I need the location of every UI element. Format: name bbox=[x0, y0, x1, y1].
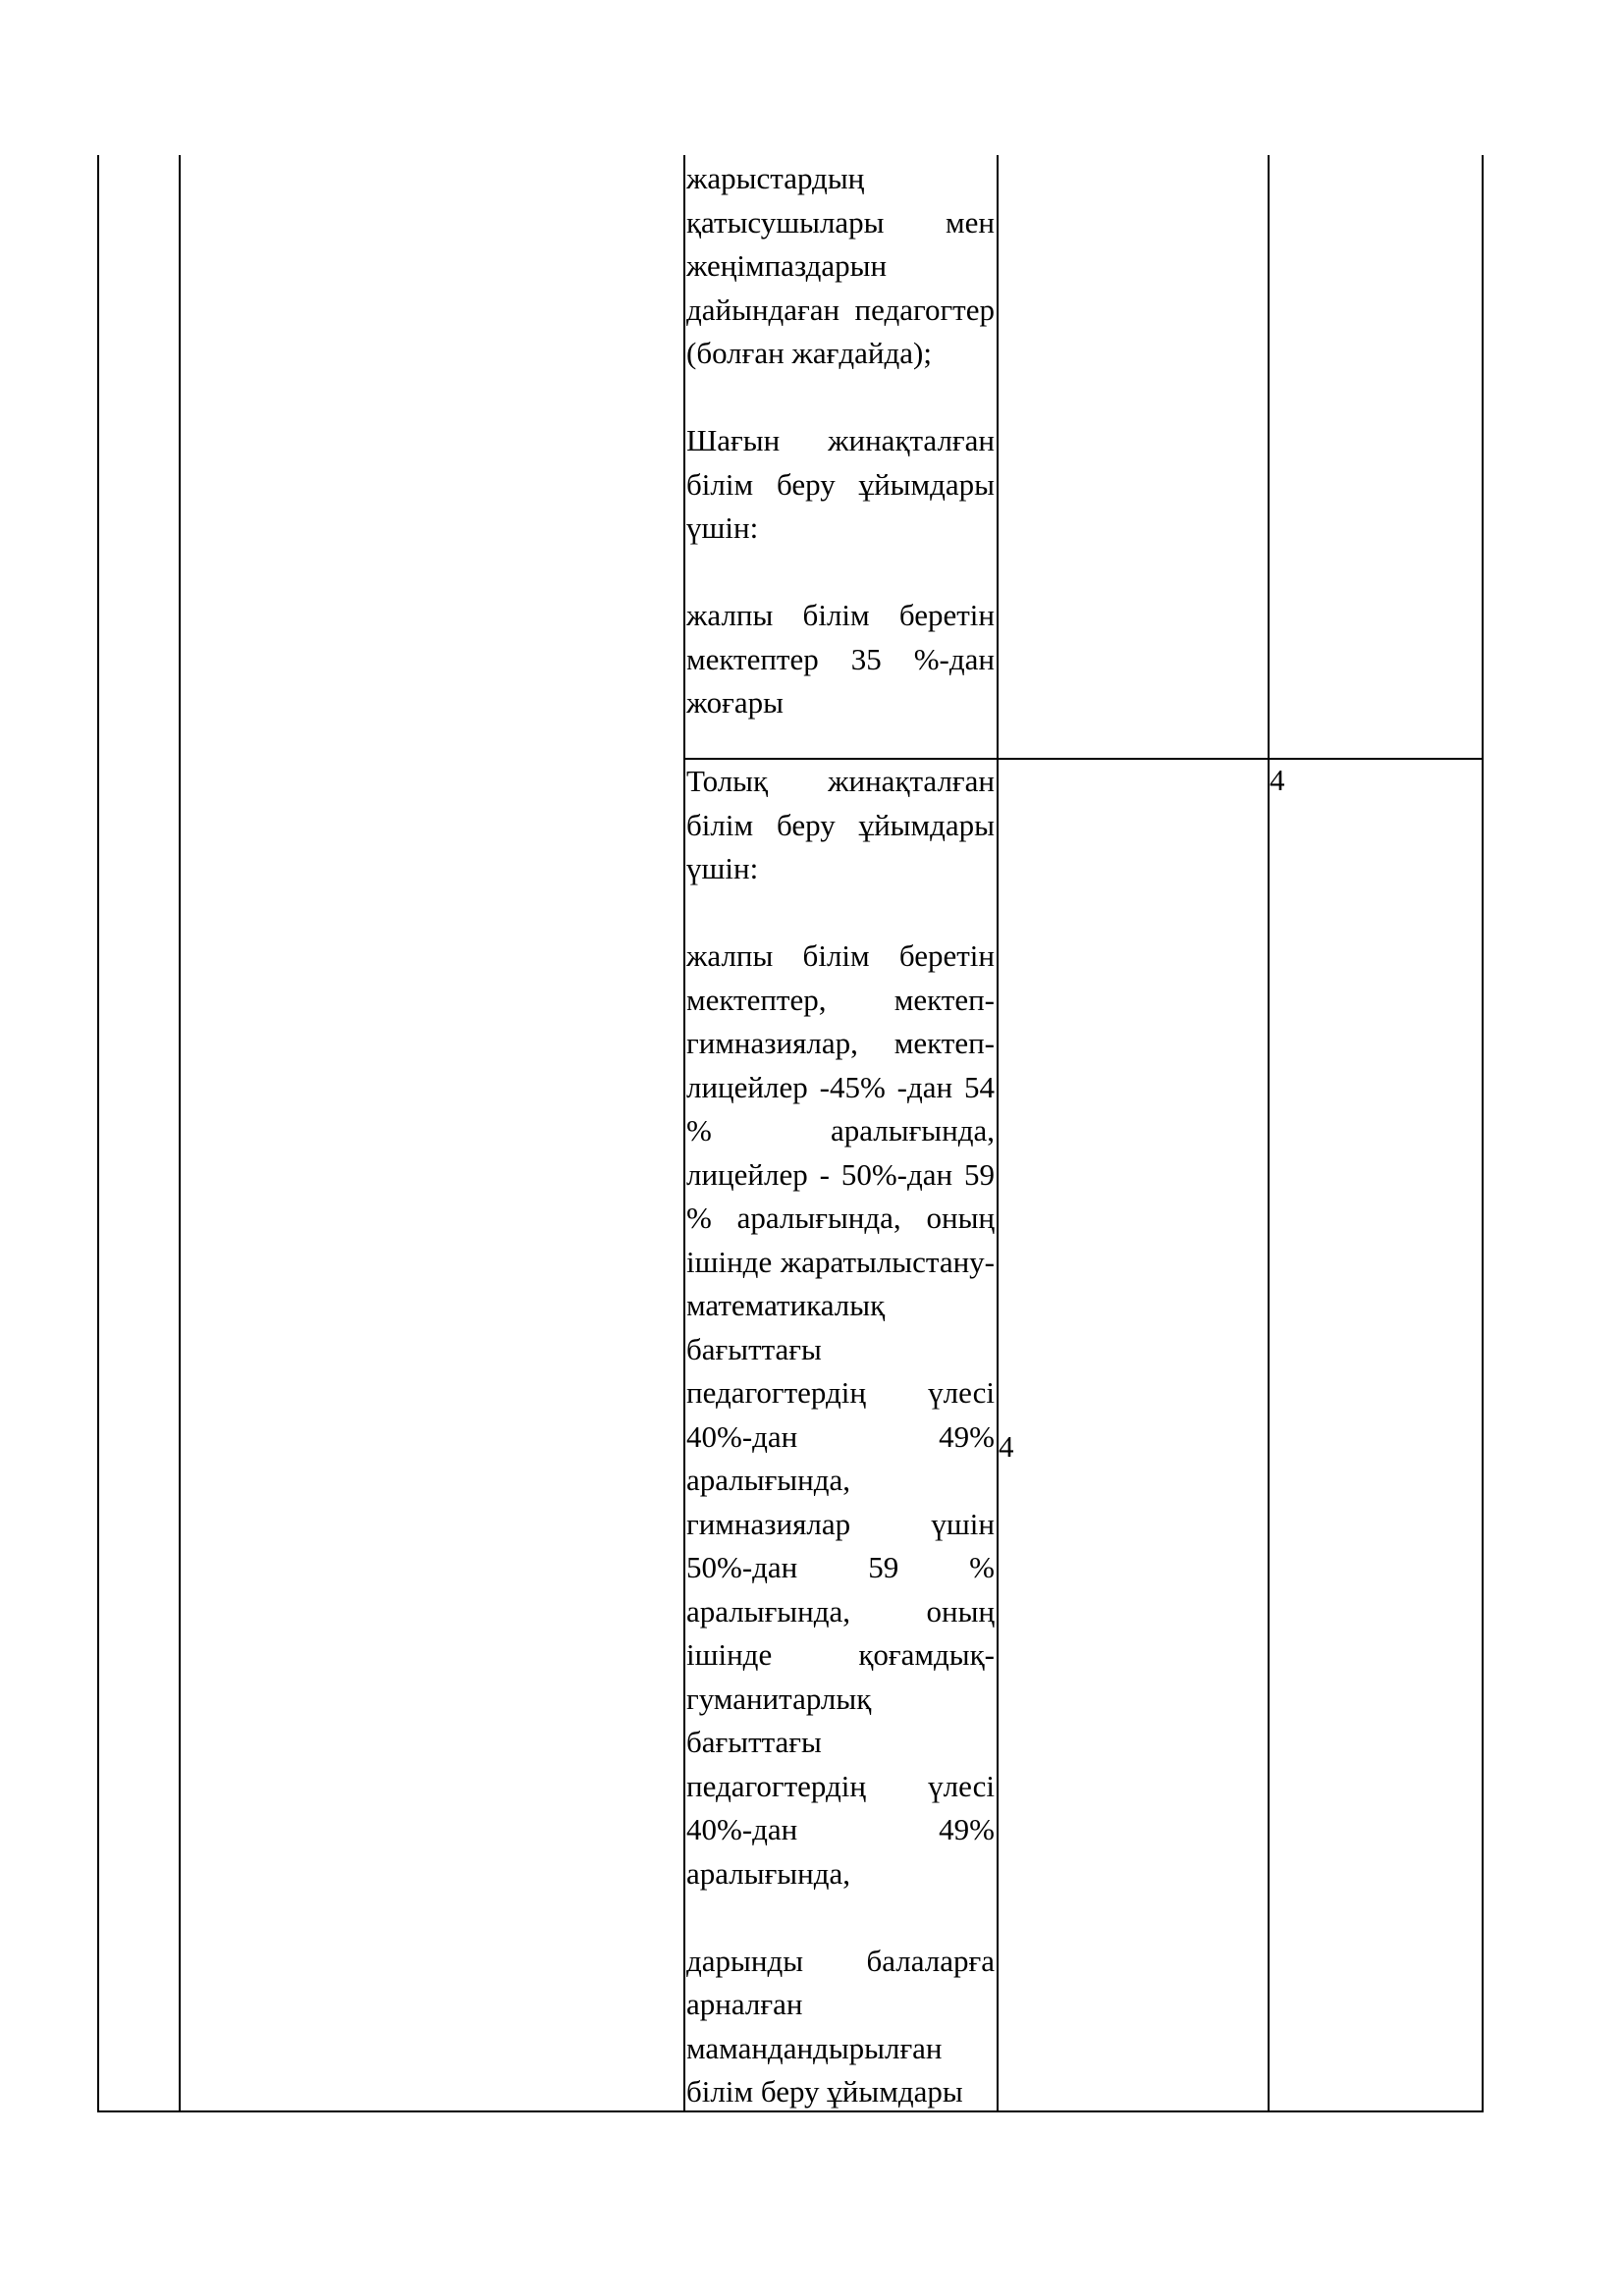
paragraph-spacer bbox=[686, 1896, 995, 1940]
paragraph-spacer bbox=[686, 376, 995, 420]
criterion-paragraph: жалпы білім беретін мектептер, мектеп-гимназиялар, мектеп-лицейлер -45% -дан 54 % аралығында, лицейлер - 50%-дан 59 % аралығында, оның ішінде жаратылыстану-математикалық бағыттағы педагогтердің үлесі 40%-дан 49% аралығында, гимназиялар үшін 50%-дан 59 % аралығында, оның ішінде қоғамдық-гуманитарлық бағыттағы педагогтердің үлесі 40%-дан 49% аралығында, bbox=[686, 938, 995, 1891]
score-inline: 4 bbox=[999, 1429, 1014, 1464]
criterion-paragraph: Толық жинақталған білім беру ұйымдары үшін: bbox=[686, 764, 995, 885]
table-column-divider-1 bbox=[179, 155, 181, 2112]
criterion-paragraph: жалпы білім беретін мектептер 35 %-дан жоғары bbox=[686, 598, 995, 720]
table-column-divider-3 bbox=[997, 155, 999, 2112]
table-column-divider-2 bbox=[683, 155, 685, 2112]
table-column-divider-4 bbox=[1268, 155, 1270, 2112]
criterion-paragraph: дарынды балаларға арналған мамандандырылған білім беру ұйымдары bbox=[686, 1943, 995, 2109]
table-cell-criterion-row1 bbox=[686, 157, 995, 725]
table-border-right bbox=[1482, 155, 1484, 2112]
criterion-paragraph: Шағын жинақталған білім беру ұйымдары үшін: bbox=[686, 423, 995, 545]
score-last-column: 4 bbox=[1270, 763, 1285, 797]
paragraph-spacer bbox=[686, 551, 995, 595]
paragraph-spacer bbox=[686, 891, 995, 935]
criterion-paragraph: жарыстардың қатысушылары мен жеңімпаздарын дайындаған педагогтер (болған жағдайда); bbox=[686, 161, 995, 370]
table-cell-criterion-row2 bbox=[686, 760, 995, 2114]
table-border-left bbox=[97, 155, 99, 2112]
